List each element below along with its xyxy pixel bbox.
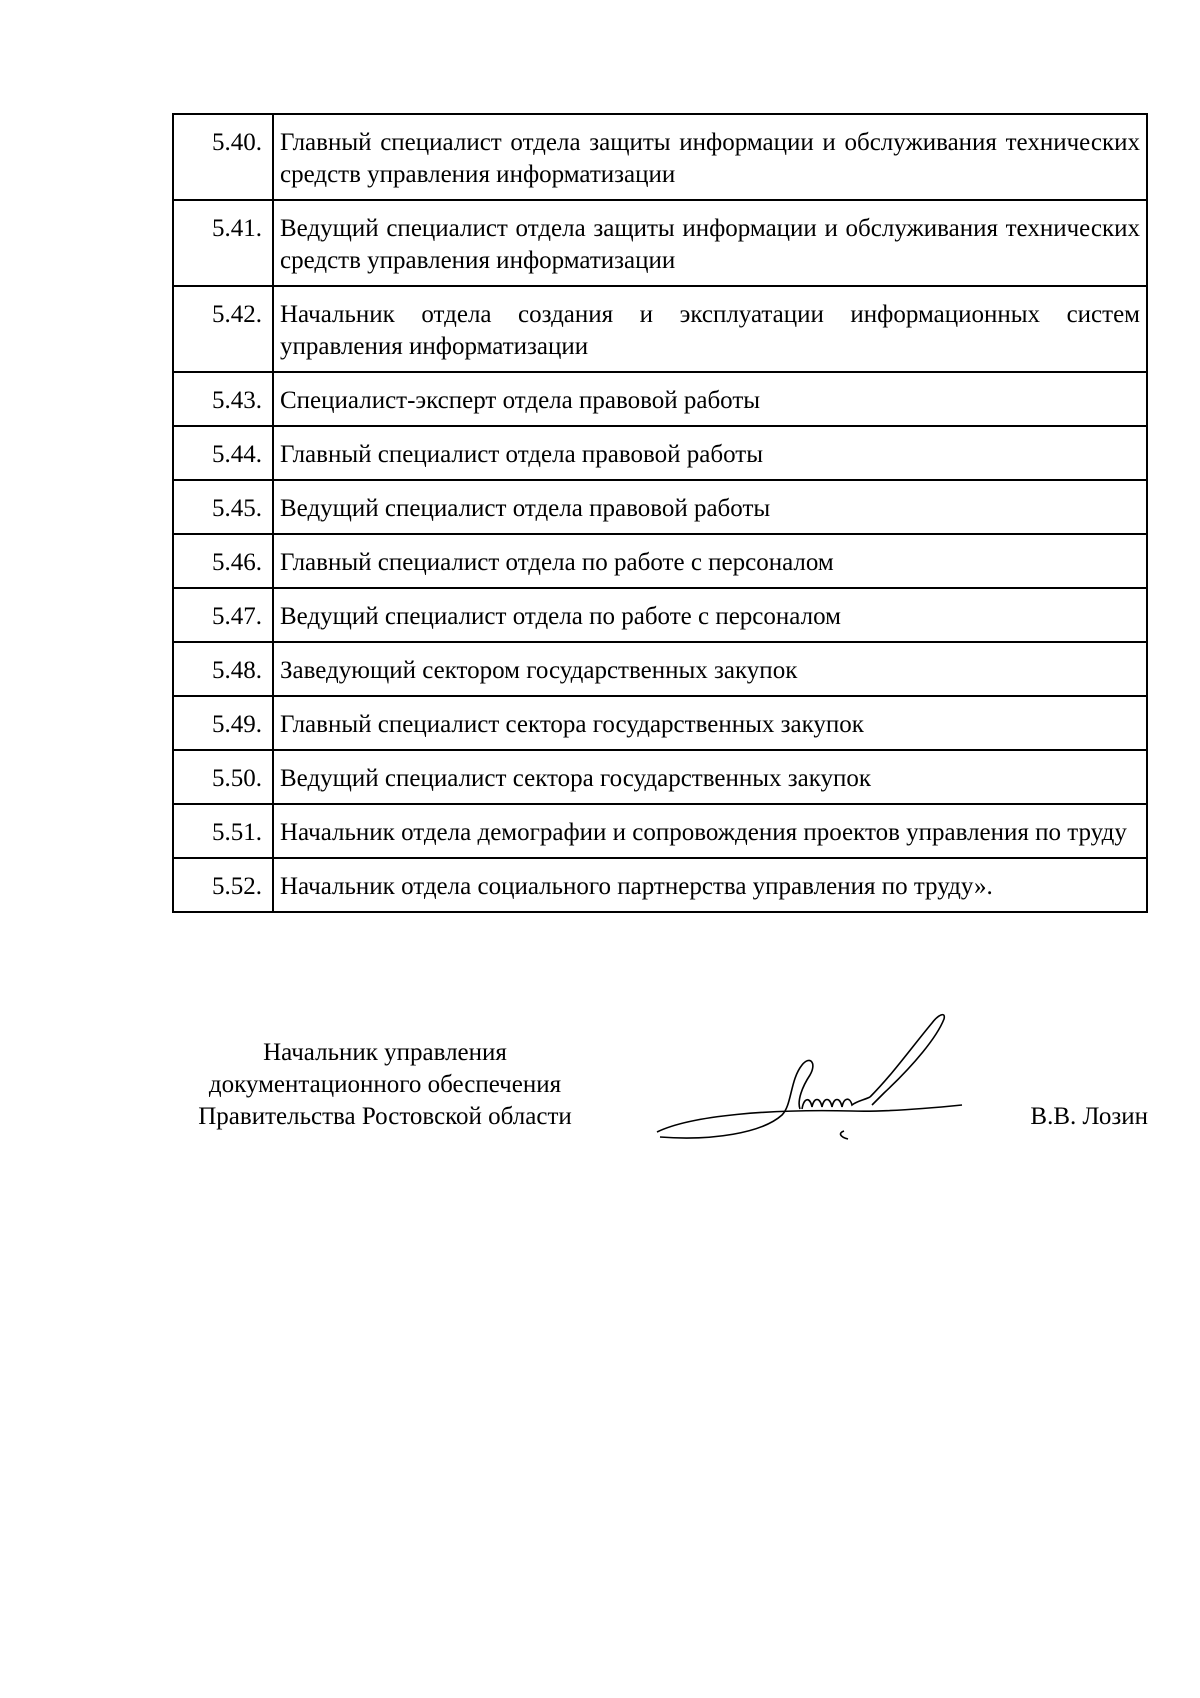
table-row [173,286,1147,372]
row-number: 5.42. [173,286,273,372]
position-title: Начальник отдела создания и эксплуатации информационных систем управления информатизации [273,286,1147,372]
row-number: 5.40. [173,114,273,200]
signatory-position-line: Начальник управления [263,1039,507,1066]
position-title: Ведущий специалист отдела защиты информации и обслуживания технических средств управления информатизации [273,200,1147,286]
table-row [173,372,1147,426]
table-row [173,480,1147,534]
row-number: 5.43. [173,372,273,426]
table-row [173,642,1147,696]
position-title: Главный специалист отдела защиты информации и обслуживания технических средств управления информатизации [273,114,1147,200]
table-row [173,200,1147,286]
position-title: Ведущий специалист отдела по работе с персоналом [273,588,1147,642]
table-row [173,750,1147,804]
table-row [173,804,1147,858]
table-row [173,696,1147,750]
signatory-position-line: Правительства Ростовской области [198,1103,572,1130]
positions-table [172,113,1148,913]
position-title: Заведующий сектором государственных закупок [273,642,1147,696]
row-number: 5.50. [173,750,273,804]
row-number: 5.47. [173,588,273,642]
row-number: 5.44. [173,426,273,480]
position-title: Ведущий специалист сектора государственных закупок [273,750,1147,804]
handwritten-signature [652,1005,982,1155]
position-title: Начальник отдела демографии и сопровождения проектов управления по труду [273,804,1147,858]
position-title: Ведущий специалист отдела правовой работы [273,480,1147,534]
signatory-name: В.В. Лозин [1030,1103,1148,1130]
position-title: Начальник отдела социального партнерства управления по труду». [273,858,1147,912]
row-number: 5.49. [173,696,273,750]
table-row [173,534,1147,588]
row-number: 5.51. [173,804,273,858]
position-title: Главный специалист сектора государственных закупок [273,696,1147,750]
row-number: 5.41. [173,200,273,286]
table-row [173,114,1147,200]
table-row [173,588,1147,642]
position-title: Главный специалист отдела по работе с персоналом [273,534,1147,588]
signatory-position [160,1037,610,1133]
signatory-position-line: документационного обеспечения [208,1071,562,1098]
row-number: 5.48. [173,642,273,696]
row-number: 5.46. [173,534,273,588]
table-row [173,426,1147,480]
table-row [173,858,1147,912]
row-number: 5.45. [173,480,273,534]
row-number: 5.52. [173,858,273,912]
position-title: Главный специалист отдела правовой работы [273,426,1147,480]
position-title: Специалист-эксперт отдела правовой работы [273,372,1147,426]
